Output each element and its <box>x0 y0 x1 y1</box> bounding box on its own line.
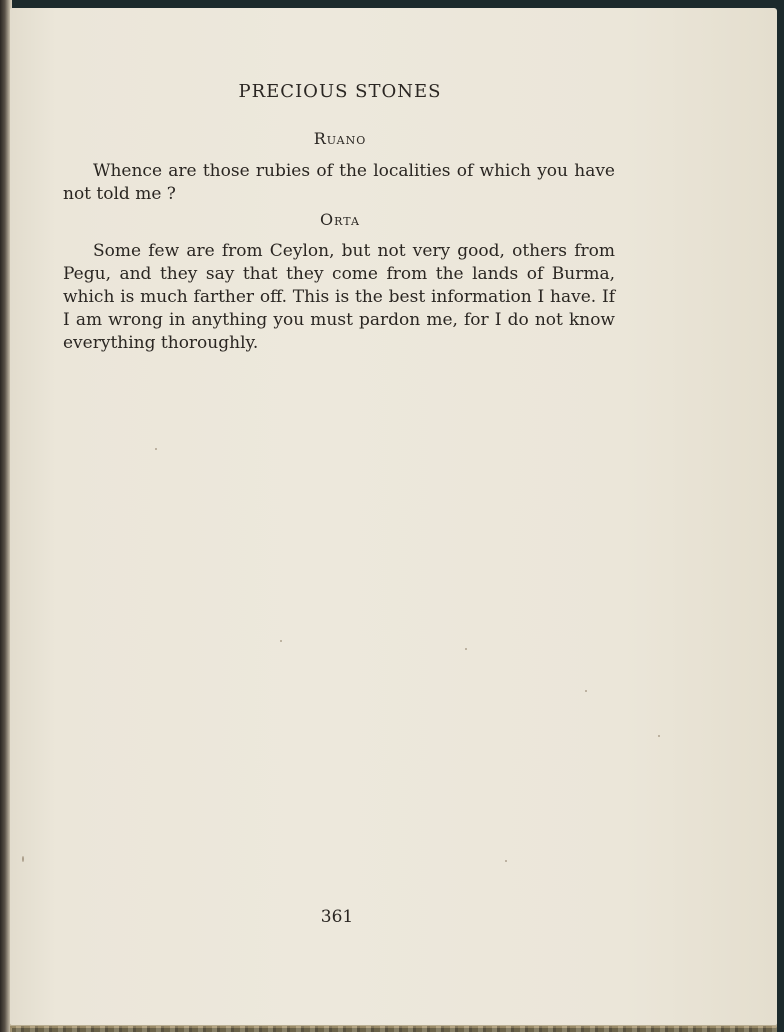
book-page <box>10 8 777 1028</box>
dialogue-paragraph: Some few are from Ceylon, but not very good, others from Pegu, and they say that they come from the lands of Burma, which is much farther off. This is the best information I have. If I am wrong in anything you must pardon me, for I do not know everything thoroughly. <box>63 241 615 353</box>
paper-speck <box>465 648 467 650</box>
speaker-name: Ruano <box>313 129 367 148</box>
speaker-name: Orta <box>320 210 360 229</box>
paper-speck <box>658 735 660 737</box>
dialogue-paragraph: Whence are those rubies of the localities of which you have not told me ? <box>63 161 615 204</box>
page-edge <box>10 1026 777 1032</box>
paper-speck <box>155 448 157 450</box>
paper-speck <box>585 690 587 692</box>
page-number: 361 <box>320 907 354 927</box>
paper-speck <box>280 640 282 642</box>
paper-speck <box>22 856 24 862</box>
paper-speck <box>505 860 507 862</box>
running-head: PRECIOUS STONES <box>238 81 442 102</box>
